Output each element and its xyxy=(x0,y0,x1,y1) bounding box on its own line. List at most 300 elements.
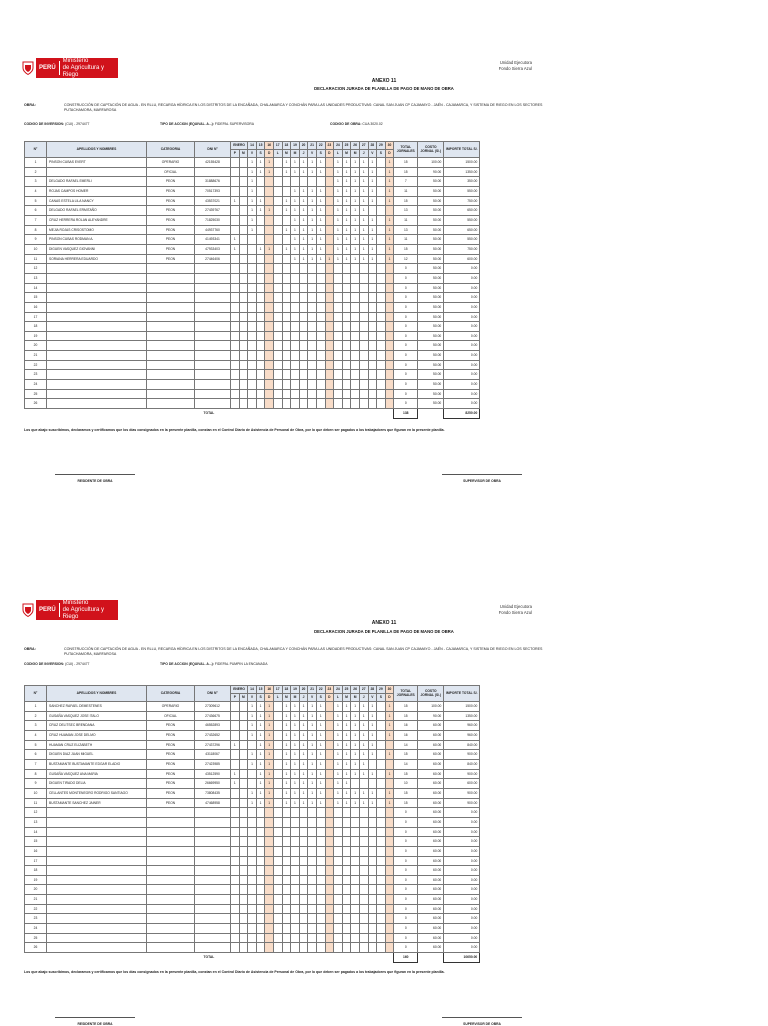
weekday: P xyxy=(231,150,240,158)
day-mark xyxy=(334,827,343,837)
day-mark xyxy=(282,933,291,943)
day-mark: 1 xyxy=(351,225,360,235)
grand-total-amount: 8250.00 xyxy=(444,409,480,419)
row-number: 3 xyxy=(25,721,47,731)
total-days: 0 xyxy=(394,895,418,905)
worker-name xyxy=(47,914,147,924)
day-number: 23 xyxy=(325,686,334,694)
day-mark: 1 xyxy=(385,788,394,798)
day-mark xyxy=(334,924,343,934)
table-row xyxy=(25,788,480,798)
day-mark: 1 xyxy=(351,177,360,187)
worker-name: CELLANTES MONTENEGRO RODRIGO SANTIAGO xyxy=(47,788,147,798)
day-mark xyxy=(377,711,386,721)
day-mark xyxy=(248,904,257,914)
day-mark xyxy=(256,924,265,934)
day-mark xyxy=(351,904,360,914)
total-days: 0 xyxy=(394,283,418,293)
row-amount: 0.00 xyxy=(444,293,480,303)
day-mark xyxy=(385,914,394,924)
row-amount: 600.00 xyxy=(444,254,480,264)
day-mark xyxy=(308,904,317,914)
day-mark xyxy=(308,846,317,856)
day-cost: 100.00 xyxy=(418,702,444,712)
day-mark xyxy=(299,837,308,847)
day-mark xyxy=(351,924,360,934)
day-mark: 1 xyxy=(385,177,394,187)
day-mark xyxy=(368,875,377,885)
day-mark xyxy=(273,721,282,731)
row-amount: 0.00 xyxy=(444,370,480,380)
day-mark xyxy=(325,885,334,895)
day-cost: 60.00 xyxy=(418,779,444,789)
worker-category: PEON xyxy=(147,798,195,808)
day-mark xyxy=(325,740,334,750)
day-number: 21 xyxy=(308,142,317,150)
worker-dni: 27439767 xyxy=(195,206,231,216)
weekday: D xyxy=(265,694,274,702)
row-amount: 650.00 xyxy=(444,225,480,235)
day-cost: 60.00 xyxy=(418,904,444,914)
day-mark: 1 xyxy=(282,225,291,235)
day-mark: 1 xyxy=(316,206,325,216)
col-total: TOTAL JORNALES xyxy=(394,686,418,702)
day-mark: 1 xyxy=(342,788,351,798)
day-cost: 60.00 xyxy=(418,798,444,808)
worker-category xyxy=(147,933,195,943)
obra-label: OBRA: xyxy=(24,103,36,107)
day-mark: 1 xyxy=(299,244,308,254)
row-amount: 900.00 xyxy=(444,769,480,779)
total-days: 10 xyxy=(394,779,418,789)
total-days: 15 xyxy=(394,769,418,779)
worker-dni: 47933403 xyxy=(195,244,231,254)
row-number: 18 xyxy=(25,866,47,876)
day-mark: 1 xyxy=(299,721,308,731)
row-amount: 1500.00 xyxy=(444,158,480,168)
day-mark: 1 xyxy=(342,759,351,769)
day-mark: 1 xyxy=(282,798,291,808)
day-mark xyxy=(282,895,291,905)
day-mark xyxy=(368,933,377,943)
day-number: 25 xyxy=(342,686,351,694)
day-mark xyxy=(299,856,308,866)
day-mark xyxy=(377,924,386,934)
row-number: 8 xyxy=(25,225,47,235)
worker-category: OPERARIO xyxy=(147,158,195,168)
day-mark: 1 xyxy=(359,711,368,721)
day-mark xyxy=(351,914,360,924)
worker-dni xyxy=(195,866,231,876)
day-mark: 1 xyxy=(299,730,308,740)
day-mark: 1 xyxy=(334,196,343,206)
day-mark xyxy=(248,933,257,943)
day-mark xyxy=(368,943,377,953)
day-cost: 50.00 xyxy=(418,380,444,390)
total-days: 0 xyxy=(394,312,418,322)
day-mark: 1 xyxy=(359,177,368,187)
weekday: V xyxy=(368,150,377,158)
day-mark: 1 xyxy=(248,711,257,721)
day-mark: 1 xyxy=(351,730,360,740)
worker-name: DIGUEN DIAZ JUAN MIGUEL xyxy=(47,750,147,760)
weekday: D xyxy=(325,150,334,158)
row-amount: 0.00 xyxy=(444,904,480,914)
day-mark: 1 xyxy=(299,206,308,216)
day-number: 30 xyxy=(385,142,394,150)
day-mark xyxy=(342,924,351,934)
day-mark xyxy=(273,759,282,769)
day-mark xyxy=(325,779,334,789)
declaration-text: Los que abajo suscribimos, declaramos y certificamos que los días consignados en la presente planilla, constan en el Control Diario de Asistencia de Personal de Obra, por lo que deben ser pagados a los trabajadores que figuran en la presente planilla. xyxy=(24,970,445,974)
row-amount: 0.00 xyxy=(444,322,480,332)
day-cost: 60.00 xyxy=(418,895,444,905)
day-mark: 1 xyxy=(368,186,377,196)
day-mark: 1 xyxy=(385,750,394,760)
day-cost: 60.00 xyxy=(418,914,444,924)
day-mark: 1 xyxy=(282,196,291,206)
day-mark: 1 xyxy=(342,730,351,740)
day-mark xyxy=(342,914,351,924)
col-n: N° xyxy=(25,142,47,158)
day-mark xyxy=(239,914,248,924)
row-amount: 1350.00 xyxy=(444,711,480,721)
day-mark: 1 xyxy=(256,167,265,177)
day-mark: 1 xyxy=(248,730,257,740)
weekday: S xyxy=(377,694,386,702)
day-mark: 1 xyxy=(316,196,325,206)
day-mark xyxy=(377,837,386,847)
day-mark xyxy=(231,904,240,914)
worker-category: PEON xyxy=(147,215,195,225)
day-mark: 1 xyxy=(291,225,300,235)
table-row xyxy=(25,924,480,934)
day-mark: 1 xyxy=(351,196,360,206)
weekday: M xyxy=(239,694,248,702)
day-mark xyxy=(351,866,360,876)
row-amount: 0.00 xyxy=(444,302,480,312)
table-row xyxy=(25,885,480,895)
day-mark xyxy=(239,702,248,712)
worker-category xyxy=(147,875,195,885)
day-mark xyxy=(231,730,240,740)
day-mark xyxy=(256,914,265,924)
weekday: M xyxy=(282,150,291,158)
day-mark: 1 xyxy=(299,254,308,264)
day-number: 26 xyxy=(351,142,360,150)
day-mark: 1 xyxy=(359,167,368,177)
day-mark: 1 xyxy=(256,721,265,731)
day-cost: 60.00 xyxy=(418,730,444,740)
day-mark: 1 xyxy=(248,750,257,760)
worker-name xyxy=(47,895,147,905)
investment-code: CODIGO DE INVERSION: (CUI) - 2974477 xyxy=(24,662,90,666)
day-mark: 1 xyxy=(368,798,377,808)
day-mark xyxy=(316,837,325,847)
day-mark xyxy=(334,866,343,876)
worker-dni: 31888676 xyxy=(195,177,231,187)
total-days: 11 xyxy=(394,186,418,196)
row-number: 2 xyxy=(25,711,47,721)
day-mark xyxy=(385,817,394,827)
day-mark: 1 xyxy=(299,702,308,712)
day-mark xyxy=(334,933,343,943)
day-mark: 1 xyxy=(385,235,394,245)
day-mark xyxy=(377,798,386,808)
day-mark xyxy=(282,827,291,837)
day-mark xyxy=(299,914,308,924)
row-amount: 0.00 xyxy=(444,914,480,924)
day-mark xyxy=(308,837,317,847)
day-mark xyxy=(368,856,377,866)
day-mark: 1 xyxy=(316,254,325,264)
day-mark xyxy=(239,943,248,953)
day-cost: 50.00 xyxy=(418,235,444,245)
worker-dni: 27446406 xyxy=(195,254,231,264)
day-mark xyxy=(342,846,351,856)
day-mark: 1 xyxy=(265,206,274,216)
day-mark xyxy=(256,827,265,837)
day-mark xyxy=(351,895,360,905)
col-names: APELLIDOS Y NOMBRES xyxy=(47,686,147,702)
day-mark xyxy=(334,817,343,827)
row-number: 23 xyxy=(25,914,47,924)
col-dni: DNI N° xyxy=(195,686,231,702)
day-mark: 1 xyxy=(291,167,300,177)
day-mark: 1 xyxy=(282,788,291,798)
day-cost: 60.00 xyxy=(418,856,444,866)
day-number: 15 xyxy=(256,142,265,150)
day-mark: 1 xyxy=(359,702,368,712)
worker-name: SANCHEZ RAFAEL DEMESTENES xyxy=(47,702,147,712)
day-mark: 1 xyxy=(359,721,368,731)
total-days: 0 xyxy=(394,331,418,341)
worker-category: PEON xyxy=(147,759,195,769)
day-cost: 60.00 xyxy=(418,827,444,837)
row-number: 6 xyxy=(25,206,47,216)
day-mark xyxy=(231,885,240,895)
total-days: 0 xyxy=(394,322,418,332)
day-cost: 60.00 xyxy=(418,933,444,943)
day-mark xyxy=(368,885,377,895)
row-amount: 840.00 xyxy=(444,740,480,750)
total-days: 0 xyxy=(394,817,418,827)
day-mark: 1 xyxy=(299,779,308,789)
day-mark xyxy=(265,924,274,934)
row-number: 1 xyxy=(25,702,47,712)
row-amount: 0.00 xyxy=(444,399,480,409)
day-mark xyxy=(248,866,257,876)
row-number: 1 xyxy=(25,158,47,168)
day-mark xyxy=(308,875,317,885)
day-mark: 1 xyxy=(334,225,343,235)
row-amount: 0.00 xyxy=(444,360,480,370)
day-mark: 1 xyxy=(359,730,368,740)
day-mark xyxy=(351,875,360,885)
row-amount: 1350.00 xyxy=(444,167,480,177)
worker-dni xyxy=(195,846,231,856)
total-days: 15 xyxy=(394,702,418,712)
day-mark: 1 xyxy=(334,769,343,779)
grand-total-label: TOTAL xyxy=(203,955,215,960)
row-number: 15 xyxy=(25,837,47,847)
worker-name xyxy=(47,875,147,885)
day-mark: 1 xyxy=(316,721,325,731)
worker-name: GUSAÑA VASQUEZ ANA MARIA xyxy=(47,769,147,779)
table-row xyxy=(25,837,480,847)
day-mark xyxy=(273,730,282,740)
row-number: 10 xyxy=(25,244,47,254)
day-mark xyxy=(282,817,291,827)
day-number: 26 xyxy=(351,686,360,694)
day-mark: 1 xyxy=(351,788,360,798)
day-mark xyxy=(359,895,368,905)
day-mark: 1 xyxy=(359,750,368,760)
row-number: 14 xyxy=(25,283,47,293)
day-mark: 1 xyxy=(291,196,300,206)
grand-total-label: TOTAL xyxy=(203,411,215,416)
day-mark: 1 xyxy=(282,206,291,216)
day-mark: 1 xyxy=(248,186,257,196)
worker-dni: 41493341 xyxy=(195,235,231,245)
table-row xyxy=(25,750,480,760)
worker-dni: 27436675 xyxy=(195,711,231,721)
table-row xyxy=(25,702,480,712)
row-amount: 0.00 xyxy=(444,827,480,837)
day-mark xyxy=(273,827,282,837)
day-mark xyxy=(239,788,248,798)
day-mark xyxy=(231,721,240,731)
weekday: S xyxy=(256,150,265,158)
day-cost: 50.00 xyxy=(418,273,444,283)
day-mark: 1 xyxy=(291,711,300,721)
day-cost: 50.00 xyxy=(418,244,444,254)
day-mark: 1 xyxy=(359,254,368,264)
total-days: 16 xyxy=(394,721,418,731)
day-mark xyxy=(377,875,386,885)
day-mark xyxy=(334,914,343,924)
worker-name xyxy=(47,817,147,827)
day-mark: 1 xyxy=(291,740,300,750)
day-mark: 1 xyxy=(351,721,360,731)
day-mark: 1 xyxy=(282,779,291,789)
total-days: 0 xyxy=(394,846,418,856)
worker-dni xyxy=(195,943,231,953)
day-cost: 50.00 xyxy=(418,177,444,187)
total-days: 0 xyxy=(394,875,418,885)
day-mark: 1 xyxy=(282,702,291,712)
col-month: ENERO xyxy=(231,686,248,694)
day-mark: 1 xyxy=(299,759,308,769)
day-mark: 1 xyxy=(385,721,394,731)
day-mark xyxy=(308,885,317,895)
day-mark: 1 xyxy=(308,759,317,769)
day-mark xyxy=(316,808,325,818)
day-mark: 1 xyxy=(351,711,360,721)
worker-name: CANAS ESTELA LILA NANCY xyxy=(47,196,147,206)
worker-dni xyxy=(195,904,231,914)
day-mark xyxy=(282,846,291,856)
row-amount: 550.00 xyxy=(444,186,480,196)
day-mark: 1 xyxy=(359,740,368,750)
day-mark xyxy=(299,943,308,953)
day-mark: 1 xyxy=(334,235,343,245)
day-mark: 1 xyxy=(291,750,300,760)
day-mark: 1 xyxy=(359,186,368,196)
table-row xyxy=(25,827,480,837)
total-days: 15 xyxy=(394,244,418,254)
day-mark xyxy=(291,808,300,818)
day-mark xyxy=(299,846,308,856)
day-mark xyxy=(334,875,343,885)
worker-category xyxy=(147,837,195,847)
day-mark xyxy=(377,730,386,740)
total-days: 15 xyxy=(394,798,418,808)
day-mark: 1 xyxy=(359,215,368,225)
day-cost: 50.00 xyxy=(418,351,444,361)
day-mark: 1 xyxy=(265,158,274,168)
day-mark xyxy=(351,817,360,827)
day-mark xyxy=(325,943,334,953)
day-mark xyxy=(308,895,317,905)
day-mark: 1 xyxy=(316,798,325,808)
day-number: 29 xyxy=(377,142,386,150)
table-row xyxy=(25,895,480,905)
day-mark: 1 xyxy=(334,702,343,712)
day-mark xyxy=(299,933,308,943)
row-number: 13 xyxy=(25,817,47,827)
day-mark: 1 xyxy=(359,759,368,769)
weekday: S xyxy=(316,694,325,702)
day-mark xyxy=(248,895,257,905)
day-mark xyxy=(239,933,248,943)
day-mark xyxy=(368,846,377,856)
day-mark: 1 xyxy=(308,186,317,196)
day-mark: 1 xyxy=(299,711,308,721)
day-mark: 1 xyxy=(265,798,274,808)
day-mark xyxy=(316,846,325,856)
day-mark: 1 xyxy=(256,244,265,254)
worker-dni xyxy=(195,837,231,847)
total-days: 15 xyxy=(394,158,418,168)
day-mark: 1 xyxy=(316,235,325,245)
payroll-table xyxy=(24,685,480,963)
day-mark: 1 xyxy=(256,788,265,798)
day-mark: 1 xyxy=(359,196,368,206)
day-mark xyxy=(231,759,240,769)
weekday: V xyxy=(308,694,317,702)
day-mark xyxy=(248,846,257,856)
worker-dni: 70517393 xyxy=(195,186,231,196)
day-mark: 1 xyxy=(282,740,291,750)
day-mark: 1 xyxy=(334,186,343,196)
day-mark: 1 xyxy=(308,788,317,798)
row-number: 9 xyxy=(25,779,47,789)
day-number: 23 xyxy=(325,142,334,150)
worker-name: DELGADO RAFAEL ERMITAÑO xyxy=(47,206,147,216)
worker-category: OPERARIO xyxy=(147,702,195,712)
day-mark xyxy=(248,817,257,827)
weekday: M xyxy=(239,150,248,158)
table-row xyxy=(25,808,480,818)
day-cost: 60.00 xyxy=(418,846,444,856)
day-mark: 1 xyxy=(291,215,300,225)
day-mark xyxy=(377,933,386,943)
worker-dni: 73808435 xyxy=(195,788,231,798)
row-number: 12 xyxy=(25,264,47,274)
supervisor-signature: SUPERVISOR DE OBRA xyxy=(442,1017,522,1026)
table-row xyxy=(25,914,480,924)
